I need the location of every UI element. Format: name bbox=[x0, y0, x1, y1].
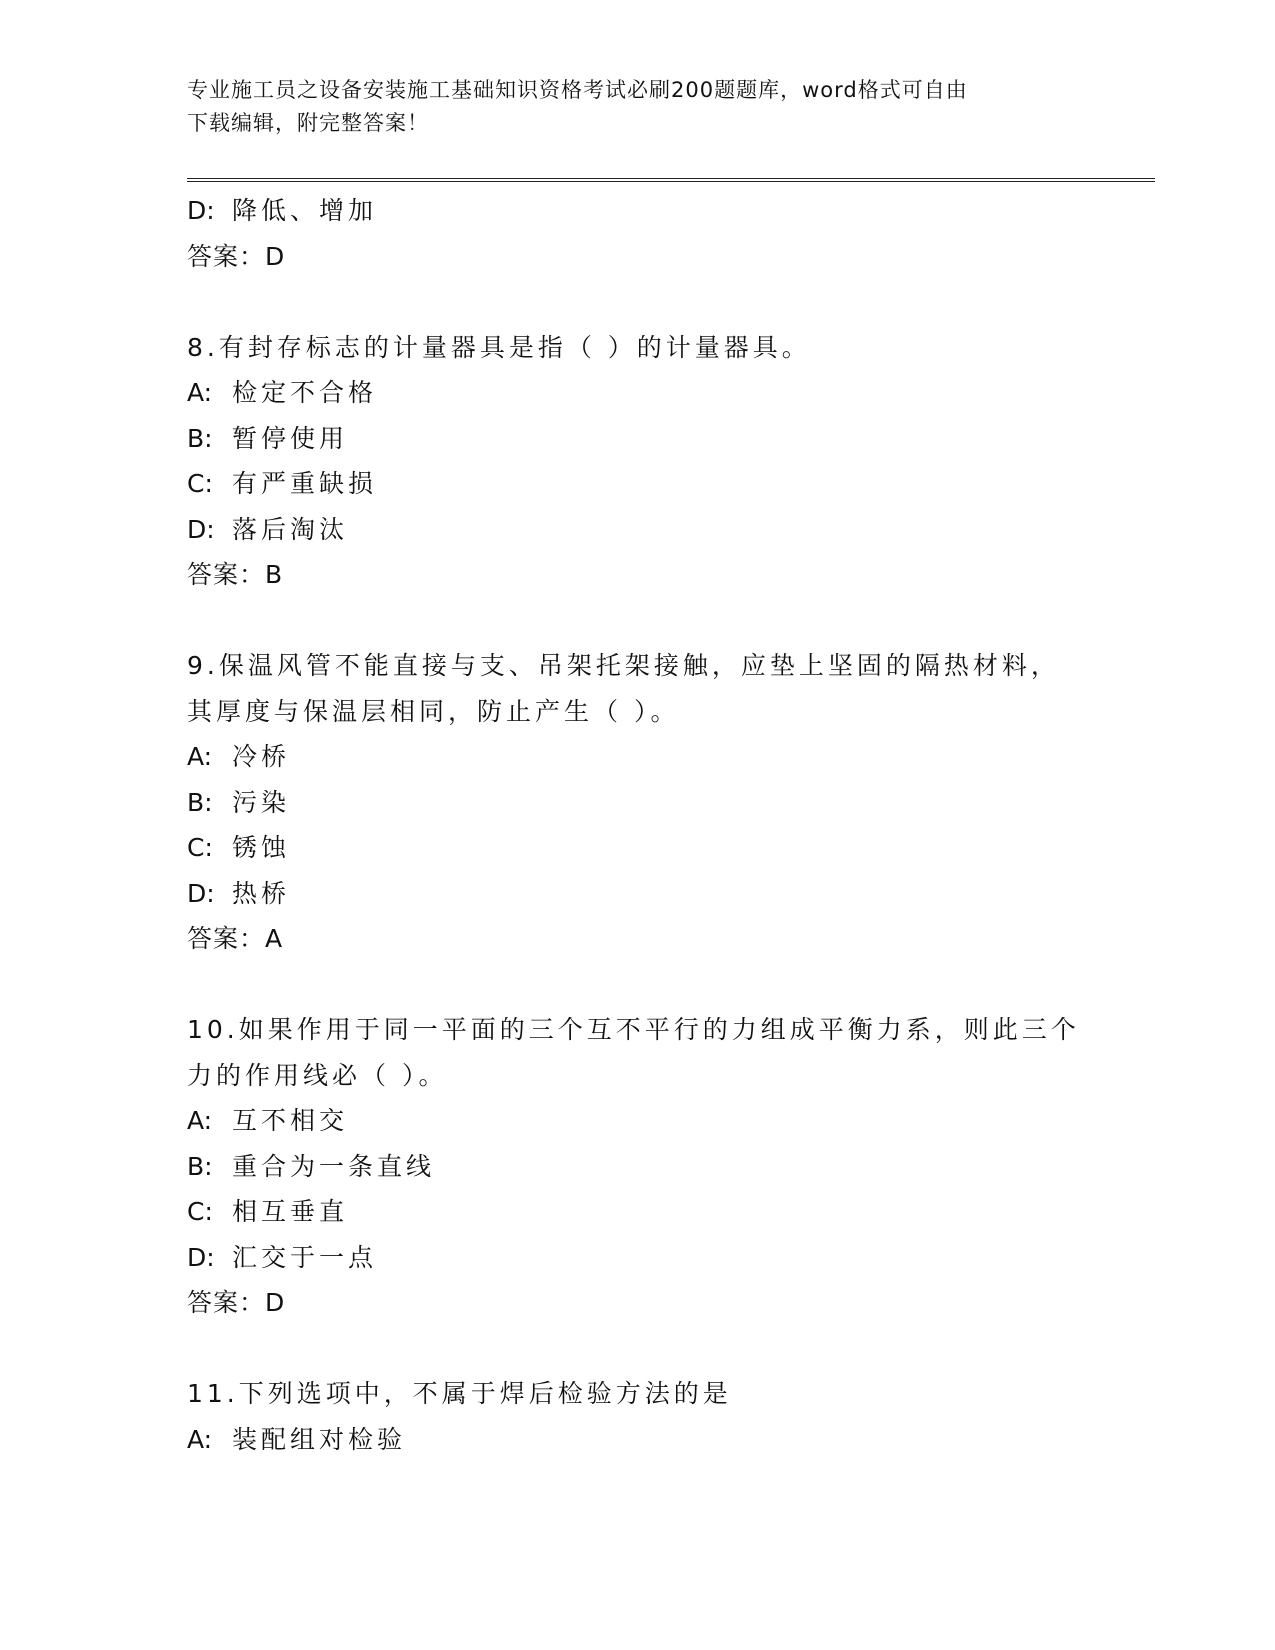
option-c bbox=[187, 1189, 1087, 1235]
stem-line: 10.如果作用于同一平面的三个互不平行的力组成平衡力系，则此三个 bbox=[187, 1015, 1080, 1044]
option-key: D: bbox=[187, 878, 215, 908]
option-key: B: bbox=[187, 1151, 213, 1181]
option-b bbox=[187, 1144, 1087, 1190]
question-stem bbox=[187, 1371, 1087, 1417]
header-divider bbox=[187, 178, 1155, 182]
option-d bbox=[187, 507, 1087, 553]
question-stem bbox=[187, 1007, 1087, 1098]
option-text: 汇交于一点 bbox=[232, 1242, 378, 1272]
option-key: A: bbox=[187, 742, 213, 771]
option-key: C: bbox=[187, 1197, 213, 1226]
option-text: 暂停使用 bbox=[232, 423, 349, 453]
option-text: 冷桥 bbox=[232, 742, 291, 771]
stem-line: 力的作用线必（ ）。 bbox=[187, 1060, 448, 1090]
answer-line: 答案：A bbox=[187, 924, 284, 953]
question-stem bbox=[187, 643, 1087, 734]
option-a bbox=[187, 370, 1087, 416]
option-key: A: bbox=[187, 1106, 213, 1135]
option-text: 相互垂直 bbox=[232, 1197, 349, 1226]
option-text: 重合为一条直线 bbox=[232, 1151, 436, 1181]
option-text: 有严重缺损 bbox=[232, 469, 378, 498]
option-a bbox=[187, 734, 1087, 780]
document-header bbox=[187, 74, 1087, 140]
option-c bbox=[187, 825, 1087, 871]
option-text: 污染 bbox=[232, 787, 291, 817]
question-9 bbox=[187, 643, 1087, 962]
spacer bbox=[187, 962, 1087, 1008]
option-text: 落后淘汰 bbox=[232, 514, 349, 544]
option-text: 互不相交 bbox=[232, 1106, 349, 1135]
stem-line: 其厚度与保温层相同，防止产生（ ）。 bbox=[187, 696, 680, 726]
answer-line: 答案：D bbox=[187, 241, 286, 271]
question-10 bbox=[187, 1007, 1087, 1326]
question-stem bbox=[187, 325, 1087, 371]
prev-question-block bbox=[187, 188, 1087, 279]
question-content bbox=[187, 188, 1087, 1462]
option-a bbox=[187, 1417, 1087, 1463]
question-11 bbox=[187, 1371, 1087, 1462]
option-text: 降低、增加 bbox=[232, 196, 378, 225]
option-key: B: bbox=[187, 787, 213, 817]
option-d bbox=[187, 871, 1087, 917]
option-key: D: bbox=[187, 196, 215, 225]
header-title-line-2: 下载编辑，附完整答案！ bbox=[187, 111, 429, 135]
option-key: A: bbox=[187, 1424, 213, 1454]
stem-line: 9.保温风管不能直接与支、吊架托架接触，应垫上坚固的隔热材料， bbox=[187, 651, 1060, 680]
answer-line: 答案：D bbox=[187, 1288, 286, 1317]
option-a bbox=[187, 1098, 1087, 1144]
option-b bbox=[187, 780, 1087, 826]
option-key: D: bbox=[187, 514, 215, 544]
option-text: 热桥 bbox=[232, 878, 291, 908]
question-8 bbox=[187, 325, 1087, 598]
option-text: 检定不合格 bbox=[232, 378, 378, 407]
option-d bbox=[187, 1235, 1087, 1281]
spacer bbox=[187, 598, 1087, 644]
stem-line: 8.有封存标志的计量器具是指（ ）的计量器具。 bbox=[187, 332, 811, 362]
spacer bbox=[187, 1326, 1087, 1372]
option-d bbox=[187, 188, 1087, 234]
option-text: 装配组对检验 bbox=[232, 1424, 407, 1454]
spacer bbox=[187, 279, 1087, 325]
option-c bbox=[187, 461, 1087, 507]
option-key: D: bbox=[187, 1242, 215, 1272]
header-title-line-1: 专业施工员之设备安装施工基础知识资格考试必刷200题题库，word格式可自由 bbox=[187, 78, 968, 102]
option-key: B: bbox=[187, 423, 213, 453]
option-text: 锈蚀 bbox=[232, 833, 291, 862]
option-b bbox=[187, 416, 1087, 462]
option-key: C: bbox=[187, 833, 213, 862]
option-key: C: bbox=[187, 469, 213, 498]
option-key: A: bbox=[187, 378, 213, 407]
answer-line: 答案：B bbox=[187, 560, 284, 589]
stem-line: 11.下列选项中，不属于焊后检验方法的是 bbox=[187, 1379, 732, 1408]
